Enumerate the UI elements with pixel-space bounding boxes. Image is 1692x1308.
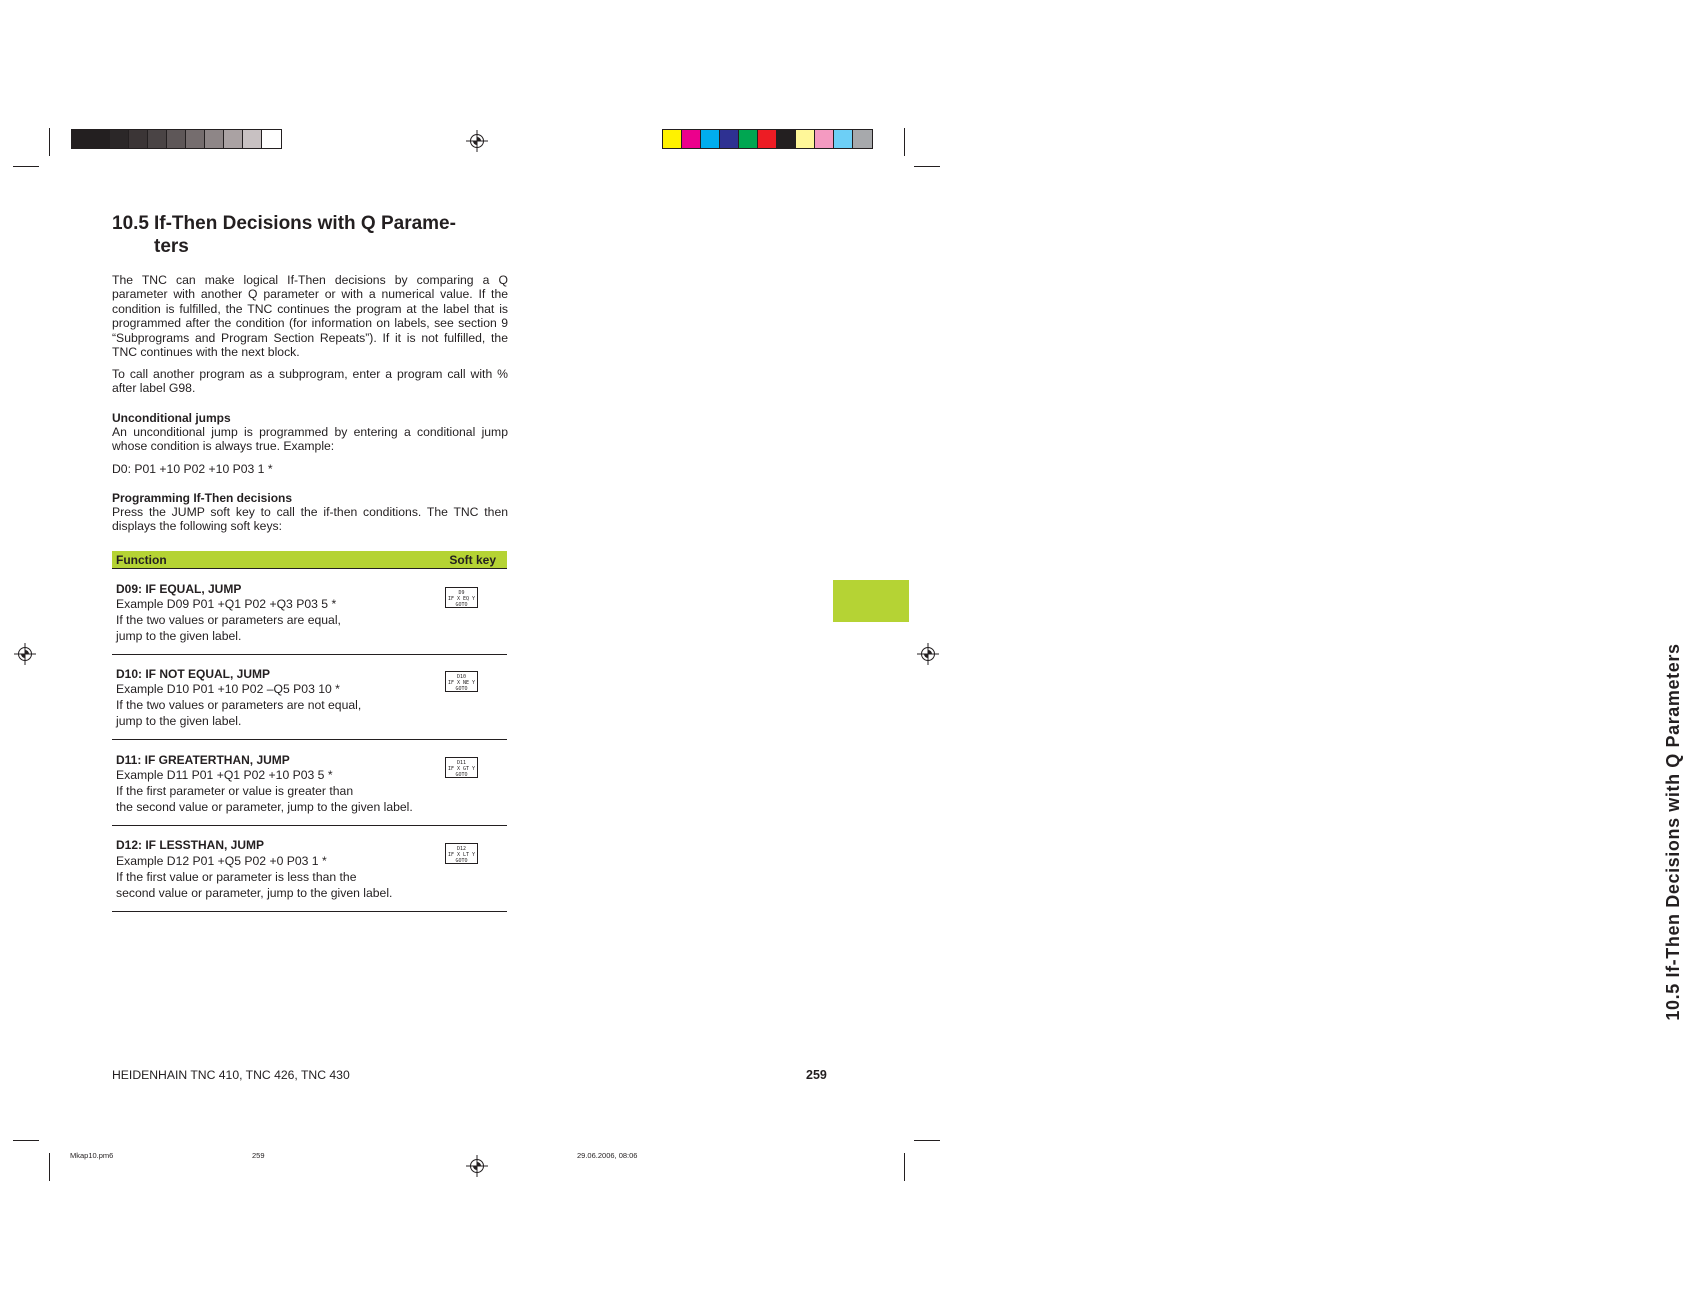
softkey-label: D12 <box>456 846 467 852</box>
color-swatch <box>110 130 129 148</box>
softkey-label: IF X EQ Y <box>447 596 476 602</box>
softkey-label: GOTO <box>455 686 468 692</box>
crop-mark <box>49 128 50 156</box>
function-desc: If the first value or parameter is less than the <box>116 870 357 884</box>
softkey-label: GOTO <box>455 858 468 864</box>
function-example: Example D12 P01 +Q5 P02 +0 P03 1 * <box>116 854 327 868</box>
color-swatch <box>72 130 91 148</box>
crop-mark <box>914 166 940 167</box>
programming-heading: Programming If-Then decisions <box>112 491 293 505</box>
table-header <box>112 551 507 569</box>
softkey-d12-button[interactable] <box>445 843 478 864</box>
softkey-label: IF X GT Y <box>447 766 476 772</box>
side-chapter-title: 10.5 If-Then Decisions with Q Parameters <box>1663 643 1683 1021</box>
color-swatch <box>262 130 281 148</box>
crop-mark <box>904 1153 905 1181</box>
function-desc: jump to the given label. <box>116 714 242 728</box>
color-swatch <box>663 130 682 148</box>
crop-mark <box>49 1153 50 1181</box>
color-swatch <box>796 130 815 148</box>
softkey-label: GOTO <box>455 602 468 608</box>
function-desc: If the two values or parameters are not equal, <box>116 698 362 712</box>
crop-mark <box>914 1140 940 1141</box>
function-example: Example D09 P01 +Q1 P02 +Q3 P03 5 * <box>116 597 337 611</box>
function-title: D10: IF NOT EQUAL, JUMP <box>116 667 271 681</box>
color-swatch <box>853 130 872 148</box>
grayscale-color-bar <box>71 129 282 149</box>
softkey-label: GOTO <box>455 772 468 778</box>
table-row <box>112 825 507 912</box>
function-desc: jump to the given label. <box>116 629 242 643</box>
function-example: Example D10 P01 +10 P02 –Q5 P03 10 * <box>116 682 340 696</box>
function-desc: If the two values or parameters are equal, <box>116 613 341 627</box>
color-swatch <box>739 130 758 148</box>
unconditional-text: An unconditional jump is programmed by entering a conditional jump whose condition is always true. Example: <box>112 425 508 454</box>
crop-mark <box>13 1140 39 1141</box>
color-swatch <box>701 130 720 148</box>
function-title: D11: IF GREATERTHAN, JUMP <box>116 753 290 767</box>
softkey-label: IF X NE Y <box>447 680 476 686</box>
function-title: D09: IF EQUAL, JUMP <box>116 582 242 596</box>
title-line-1: If-Then Decisions with Q Parame- <box>154 213 456 234</box>
softkey-label: D9 <box>458 590 465 596</box>
slug-page: 259 <box>252 1151 265 1160</box>
intro-paragraph: The TNC can make logical If-Then decisions by comparing a Q parameter with another Q parameter or with a numerical value. If the condition is fulfilled, the TNC continues the program at the label that is programmed after the condition (for information on labels, see section 9 “Subprograms and Program Section Repeats”). If it is not fulfilled, the TNC continues with the next block. <box>112 273 508 360</box>
color-swatch <box>682 130 701 148</box>
title-line-2: ters <box>154 236 189 257</box>
softkey-d10-button[interactable] <box>445 671 478 692</box>
registration-mark-icon <box>466 130 488 152</box>
column-softkey: Soft key <box>449 553 496 567</box>
process-color-bar <box>662 129 873 149</box>
function-title: D12: IF LESSTHAN, JUMP <box>116 838 265 852</box>
softkey-label: D10 <box>456 674 467 680</box>
registration-mark-icon <box>466 1155 488 1177</box>
unconditional-example: D0: P01 +10 P02 +10 P03 1 * <box>112 462 273 476</box>
color-swatch <box>205 130 224 148</box>
slug-datetime: 29.06.2006, 08:06 <box>577 1151 638 1160</box>
color-swatch <box>720 130 739 148</box>
chapter-tab <box>833 580 909 622</box>
subprogram-note: To call another program as a subprogram, enter a program call with % after label G98. <box>112 367 508 396</box>
color-swatch <box>243 130 262 148</box>
function-desc: If the first parameter or value is greater than <box>116 784 354 798</box>
function-desc: the second value or parameter, jump to the given label. <box>116 800 413 814</box>
section-number: 10.5 <box>112 213 149 234</box>
color-swatch <box>758 130 777 148</box>
softkey-d11-button[interactable] <box>445 757 478 778</box>
color-swatch <box>224 130 243 148</box>
function-desc: second value or parameter, jump to the given label. <box>116 886 393 900</box>
registration-mark-icon <box>14 643 36 665</box>
color-swatch <box>815 130 834 148</box>
color-swatch <box>834 130 853 148</box>
table-row <box>112 569 507 655</box>
color-swatch <box>186 130 205 148</box>
footer-product: HEIDENHAIN TNC 410, TNC 426, TNC 430 <box>112 1068 350 1082</box>
color-swatch <box>91 130 110 148</box>
unconditional-heading: Unconditional jumps <box>112 411 231 425</box>
programming-text: Press the JUMP soft key to call the if-then conditions. The TNC then displays the following soft keys: <box>112 505 508 534</box>
crop-mark <box>904 128 905 156</box>
color-swatch <box>129 130 148 148</box>
table-row <box>112 654 507 740</box>
softkey-d09-button[interactable] <box>445 587 478 608</box>
color-swatch <box>167 130 186 148</box>
registration-mark-icon <box>917 643 939 665</box>
crop-mark <box>13 166 39 167</box>
slug-file: Mkap10.pm6 <box>70 1151 114 1160</box>
page-number: 259 <box>806 1068 827 1082</box>
function-example: Example D11 P01 +Q1 P02 +10 P03 5 * <box>116 768 333 782</box>
softkey-label: IF X LT Y <box>447 852 476 858</box>
softkey-label: D11 <box>456 760 467 766</box>
page-title <box>112 212 456 258</box>
color-swatch <box>148 130 167 148</box>
table-row <box>112 739 507 826</box>
color-swatch <box>777 130 796 148</box>
column-function: Function <box>116 553 167 567</box>
